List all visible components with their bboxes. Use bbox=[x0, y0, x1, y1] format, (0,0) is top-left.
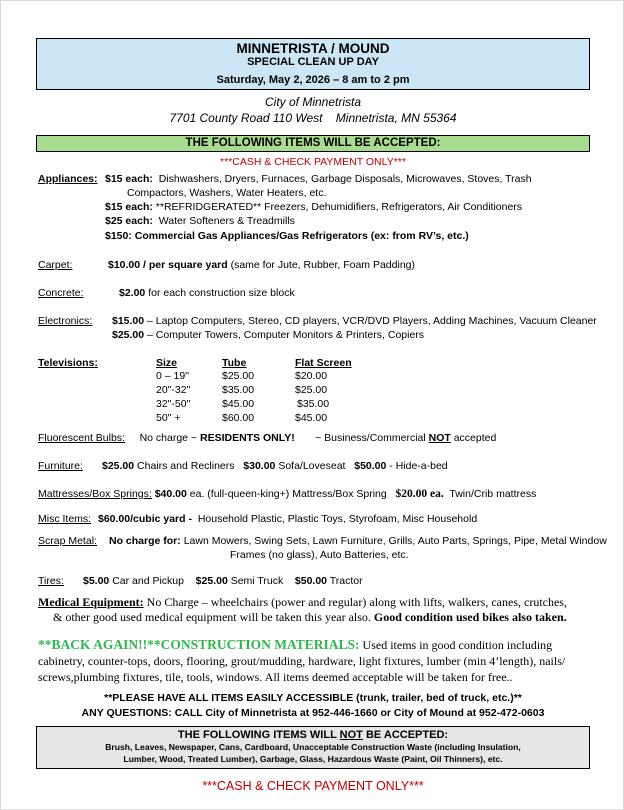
televisions-label: Televisions: bbox=[38, 357, 98, 369]
city-address: 7701 County Road 110 West Minnetrista, MN 55364 bbox=[169, 111, 457, 125]
price: $40.00 bbox=[154, 488, 187, 500]
flyer-subtitle: SPECIAL CLEAN UP DAY bbox=[247, 56, 379, 68]
medical-row-1 bbox=[38, 595, 567, 610]
price: $25.00 bbox=[102, 460, 135, 472]
accessible-note: **PLEASE HAVE ALL ITEMS EASILY ACCESSIBLE (trunk, trailer, bed of truck, etc.)** bbox=[104, 692, 522, 704]
price: $15 each: bbox=[105, 201, 153, 213]
not-accepted-line-2: Lumber, Wood, Treated Lumber), Garbage, Glass, Hazardous Waste (Paint, Oil Thinners), etc. bbox=[123, 753, 503, 764]
tv-tube-price: $45.00 bbox=[222, 398, 255, 410]
tv-tube-price: $25.00 bbox=[222, 370, 255, 382]
appliances-line-4: $150: Commercial Gas Appliances/Gas Refrigerators (ex: from RV’s, etc.) bbox=[105, 230, 469, 242]
not-emphasis: NOT bbox=[428, 432, 451, 444]
accepted-heading: THE FOLLOWING ITEMS WILL BE ACCEPTED: bbox=[36, 135, 590, 152]
appliances-line-2 bbox=[105, 201, 522, 213]
appliances-line-1-cont: Compactors, Washers, Water Heaters, etc. bbox=[127, 187, 327, 199]
tv-header-tube: Tube bbox=[222, 357, 247, 369]
fluorescent-label: Fluorescent Bulbs: bbox=[38, 432, 125, 444]
tv-flat-price: $45.00 bbox=[295, 412, 328, 424]
not-accepted-line-1: Brush, Leaves, Newspaper, Cans, Cardboard, Unacceptable Construction Waste (including Insulation, bbox=[105, 742, 521, 752]
carpet-label: Carpet: bbox=[38, 259, 73, 271]
payment-notice-top: ***CASH & CHECK PAYMENT ONLY*** bbox=[220, 156, 406, 168]
questions-note: ANY QUESTIONS: CALL City of Minnetrista at 952-446-1660 or City of Mound at 952-472-0603 bbox=[81, 707, 545, 719]
appliances-section bbox=[38, 173, 98, 185]
tv-size: 0 – 19" bbox=[156, 370, 189, 382]
no-charge: No charge for: bbox=[109, 535, 181, 547]
tv-header-size: Size bbox=[156, 357, 178, 369]
item-text: Used items in good condition including bbox=[362, 638, 553, 652]
item-text: Lawn Mowers, Swing Sets, Lawn Furniture, Grills, Auto Parts, Springs, Pipe, Metal Window bbox=[183, 535, 607, 547]
concrete-row bbox=[38, 287, 295, 299]
item-text: No Charge – wheelchairs (power and regular) along with lifts, walkers, canes, crutches, bbox=[146, 595, 567, 609]
not-accepted-heading bbox=[37, 728, 589, 742]
appliances-line-3 bbox=[105, 215, 295, 227]
bikes-note: Good condition used bikes also taken. bbox=[373, 610, 567, 624]
furniture-row bbox=[38, 460, 448, 472]
price: $25 each: bbox=[105, 215, 153, 227]
construction-heading: **BACK AGAIN!!**CONSTRUCTION MATERIALS: bbox=[38, 637, 360, 652]
price: $2.00 bbox=[119, 287, 146, 299]
item-text: No charge ~ bbox=[139, 432, 198, 444]
item-text: Semi Truck bbox=[230, 575, 284, 587]
fluorescent-row bbox=[38, 432, 496, 444]
construction-row-2: cabinetry, counter-tops, doors, flooring, grout/mudding, hardware, light fixtures, lumber (min 4’length), nails/ bbox=[38, 654, 566, 668]
scrap-label: Scrap Metal: bbox=[38, 535, 97, 547]
misc-row bbox=[38, 513, 477, 525]
tv-tube-price: $60.00 bbox=[222, 412, 255, 424]
flyer-title: MINNETRISTA / MOUND bbox=[236, 41, 390, 56]
appliances-label: Appliances: bbox=[38, 173, 98, 185]
price: $50.00 bbox=[354, 460, 387, 472]
item-text: accepted bbox=[453, 432, 497, 444]
item-text: **REFRIDGERATED** Freezers, Dehumidifiers, Refrigerators, Air Conditioners bbox=[155, 201, 523, 213]
item-text: - Hide-a-bed bbox=[389, 460, 448, 472]
item-text: Water Softeners & Treadmills bbox=[158, 215, 295, 227]
misc-label: Misc Items: bbox=[38, 513, 92, 525]
price: $20.00 ea. bbox=[395, 488, 444, 500]
price: $15 each: bbox=[105, 173, 153, 185]
price: $25.00 bbox=[112, 329, 145, 341]
tv-size: 20"-32" bbox=[156, 384, 191, 396]
price: $5.00 bbox=[83, 575, 110, 587]
item-text: (same for Jute, Rubber, Foam Padding) bbox=[230, 259, 415, 271]
item-text: – Laptop Computers, Stereo, CD players, VCR/DVD Players, Adding Machines, Vacuum Cleaner bbox=[147, 315, 597, 327]
item-text: ea. (full-queen-king+) Mattress/Box Spring bbox=[189, 488, 387, 500]
heading-text: BE ACCEPTED: bbox=[365, 729, 449, 741]
tv-size: 50" + bbox=[156, 412, 181, 424]
carpet-row bbox=[38, 259, 415, 271]
appliances-line-1 bbox=[105, 173, 532, 185]
tv-size: 32"-50" bbox=[156, 398, 191, 410]
residents-only: RESIDENTS ONLY! bbox=[199, 432, 295, 444]
furniture-label: Furniture: bbox=[38, 460, 83, 472]
item-text: Twin/Crib mattress bbox=[449, 488, 537, 500]
construction-row-1 bbox=[38, 637, 552, 653]
mattresses-label: Mattresses/Box Springs: bbox=[38, 488, 152, 500]
price: $60.00/cubic yard - bbox=[98, 513, 192, 525]
item-text: Chairs and Recliners bbox=[137, 460, 235, 472]
tv-header-flat: Flat Screen bbox=[295, 357, 352, 369]
item-text: Tractor bbox=[329, 575, 363, 587]
item-text: Car and Pickup bbox=[112, 575, 184, 587]
concrete-label: Concrete: bbox=[38, 287, 84, 299]
city-name: City of Minnetrista bbox=[264, 95, 362, 109]
medical-row-2 bbox=[53, 610, 567, 625]
tv-flat-price: $20.00 bbox=[295, 370, 328, 382]
construction-row-3: screws,plumbing fixtures, tile, tools, windows. All items deemed acceptable will be taken for free.. bbox=[38, 670, 513, 684]
electronics-row-1 bbox=[38, 315, 597, 327]
mattresses-row bbox=[38, 488, 536, 500]
payment-notice-bottom: ***CASH & CHECK PAYMENT ONLY*** bbox=[202, 779, 424, 793]
item-text: Dishwashers, Dryers, Furnaces, Garbage Disposals, Microwaves, Stoves, Trash bbox=[158, 173, 532, 185]
price: $10.00 / per square yard bbox=[108, 259, 228, 271]
event-date: Saturday, May 2, 2026 – 8 am to 2 pm bbox=[216, 74, 410, 86]
tv-flat-price: $35.00 bbox=[297, 398, 330, 410]
heading-text: THE FOLLOWING ITEMS WILL bbox=[177, 729, 337, 741]
item-text: for each construction size block bbox=[148, 287, 295, 299]
item-text: ~ Business/Commercial bbox=[315, 432, 426, 444]
electronics-row-2 bbox=[112, 329, 424, 341]
header-box bbox=[36, 38, 590, 90]
tv-flat-price: $25.00 bbox=[295, 384, 328, 396]
item-text: – Computer Towers, Computer Monitors & Printers, Copiers bbox=[147, 329, 425, 341]
scrap-row-cont: Frames (no glass), Auto Batteries, etc. bbox=[230, 549, 409, 561]
tv-tube-price: $35.00 bbox=[222, 384, 255, 396]
item-text: & other good used medical equipment will be taken this year also. bbox=[53, 610, 371, 624]
not-accepted-box bbox=[36, 726, 590, 769]
price: $30.00 bbox=[243, 460, 276, 472]
not-emphasis: NOT bbox=[339, 729, 363, 741]
price: $25.00 bbox=[195, 575, 228, 587]
item-text: Sofa/Loveseat bbox=[278, 460, 346, 472]
medical-label: Medical Equipment: bbox=[38, 595, 144, 609]
price: $50.00 bbox=[294, 575, 328, 587]
tires-row bbox=[38, 575, 363, 587]
price: $15.00 bbox=[112, 315, 145, 327]
electronics-label: Electronics: bbox=[38, 315, 93, 327]
item-text: Household Plastic, Plastic Toys, Styrofoam, Misc Household bbox=[197, 513, 478, 525]
tires-label: Tires: bbox=[38, 575, 64, 587]
scrap-row bbox=[38, 535, 607, 547]
